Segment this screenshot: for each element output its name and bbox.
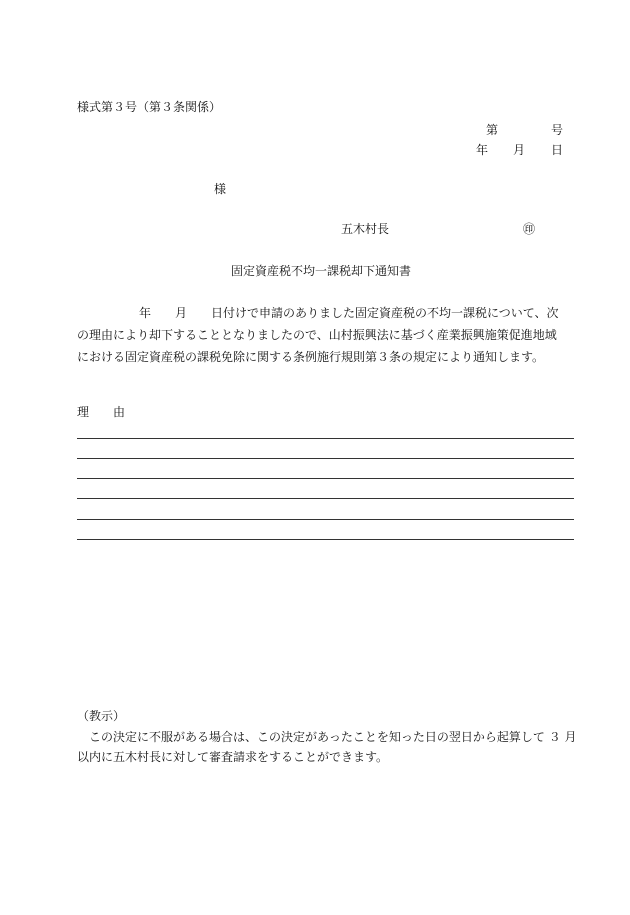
reason-line: [77, 498, 574, 499]
instruction-heading: （教示）: [77, 709, 126, 723]
recipient-suffix: 様: [214, 182, 227, 196]
document-title: 固定資産税不均一課税却下通知書: [231, 264, 412, 278]
reason-line: [77, 539, 574, 540]
form-number: 様式第３号（第３条関係）: [77, 100, 222, 114]
reason-line: [77, 478, 574, 479]
reason-line: [77, 519, 574, 520]
doc-number-dai: 第: [486, 123, 499, 137]
issuer-title: 五木村長: [341, 222, 390, 236]
body-line-3: における固定資産税の課税免除に関する条例施行規則第３条の規定により通知します。: [77, 350, 545, 364]
body-paragraph: [77, 302, 577, 368]
doc-number-go: 号: [551, 123, 564, 137]
reason-line: [77, 458, 574, 459]
date-year: 年: [476, 143, 489, 157]
body-line-1-text: 日付けで申請のありました固定資産税の不均一課税について、次: [211, 306, 559, 320]
instruction-line-2: 以内に五木村長に対して審査請求をすることができます。: [77, 750, 389, 764]
date-month: 月: [513, 143, 526, 157]
body-line-1: [77, 302, 577, 324]
body-line-2: の理由により却下することとなりましたので、山村振興法に基づく産業振興施策促進地域: [77, 328, 557, 342]
reason-line: [77, 438, 574, 439]
body-date-year: 年: [139, 306, 152, 320]
date-day: 日: [551, 143, 564, 157]
reason-label: 理 由: [77, 405, 126, 419]
seal-mark-icon: ㊞: [523, 222, 536, 236]
body-date-month: 月: [175, 306, 188, 320]
instruction-line-1: この決定に不服がある場合は、この決定があったことを知った日の翌日から起算して ３ 月: [77, 730, 577, 744]
